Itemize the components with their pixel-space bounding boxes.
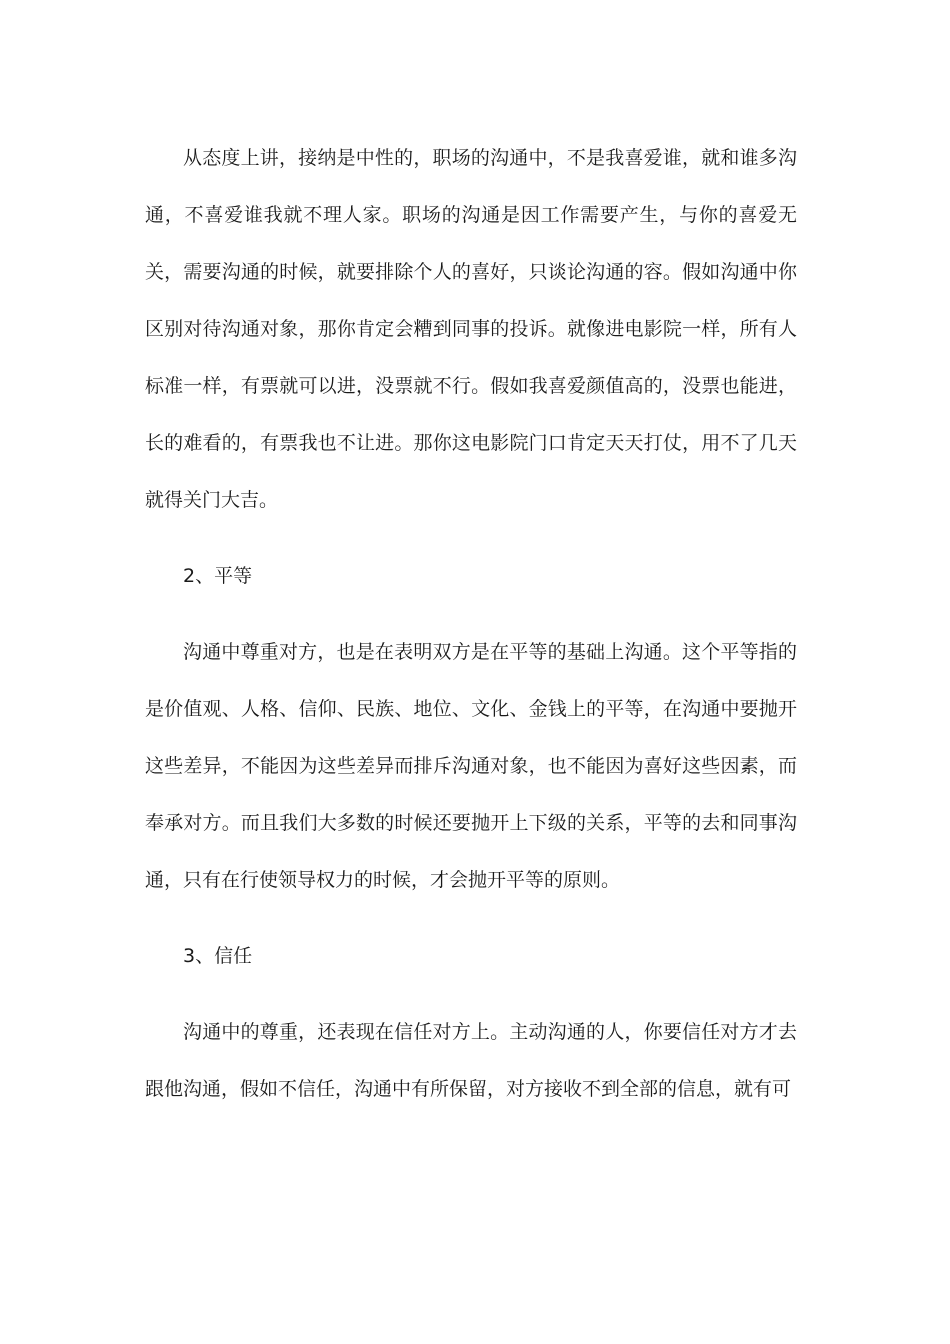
paragraph-trust: 沟通中的尊重，还表现在信任对方上。主动沟通的人，你要信任对方才去跟他沟通，假如不信任，沟通中有所保留，对方接收不到全部的信息，就有可 (145, 1021, 797, 1100)
document-body (145, 130, 797, 1137)
section-heading-trust: 3、信任 (183, 945, 253, 967)
paragraph-equality: 沟通中尊重对方，也是在表明双方是在平等的基础上沟通。这个平等指的是价值观、人格、信仰、民族、地位、文化、金钱上的平等，在沟通中要抛开这些差异，不能因为这些差异而排斥沟通对象，也不能因为喜好这些因素，而奉承对方。而且我们大多数的时候还要抛开上下级的关系，平等的去和同事沟通，只有在行使领导权力的时候，才会抛开平等的原则。 (145, 641, 797, 891)
paragraph-acceptance: 从态度上讲，接纳是中性的，职场的沟通中，不是我喜爱谁，就和谁多沟通，不喜爱谁我就不理人家。职场的沟通是因工作需要产生，与你的喜爱无关，需要沟通的时候，就要排除个人的喜好，只谈论沟通的容。假如沟通中你区别对待沟通对象，那你肯定会糟到同事的投诉。就像进电影院一样，所有人标准一样，有票就可以进，没票就不行。假如我喜爱颜值高的，没票也能进，长的难看的，有票我也不让进。那你这电影院门口肯定天天打仗，用不了几天就得关门大吉。 (145, 147, 797, 511)
section-heading-equality: 2、平等 (183, 565, 253, 587)
